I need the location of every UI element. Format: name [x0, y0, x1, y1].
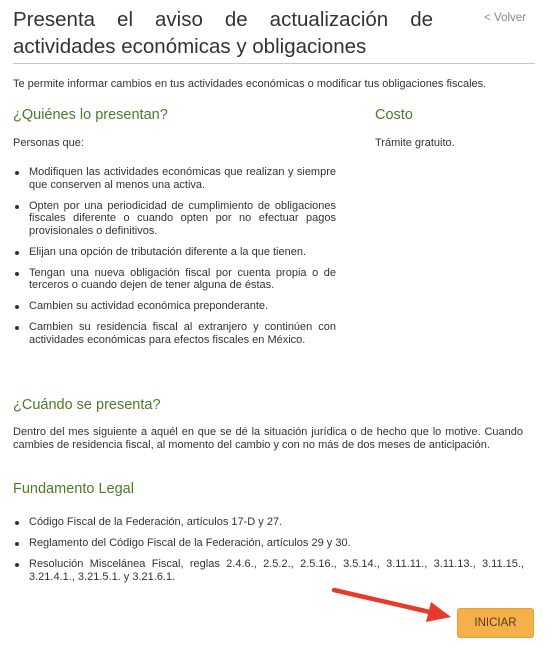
- cost-value: Trámite gratuito.: [375, 137, 455, 149]
- list-item: Resolución Miscelánea Fiscal, reglas 2.4.6., 2.5.2., 2.5.16., 3.5.14., 3.11.11., 3.11.13., 3.11.15., 3.21.4.1., 3.21.5.1. y 3.21.6.1.: [14, 558, 524, 583]
- list-item: Cambien su residencia fiscal al extranjero y continúen con actividades económicas para efectos fiscales en México.: [14, 321, 336, 346]
- list-item: Opten por una periodicidad de cumplimiento de obligaciones fiscales diferente o cuando opten por no efectuar pagos provisionales o definitivos.: [14, 200, 336, 238]
- list-item: Cambien su actividad económica preponderante.: [14, 300, 336, 313]
- bullet-dot: [15, 251, 19, 255]
- back-link[interactable]: < Volver: [484, 12, 526, 24]
- bullet-dot: [15, 171, 19, 175]
- bullet-dot: [15, 326, 19, 330]
- title-divider: [13, 63, 535, 64]
- bullet-dot: [15, 542, 19, 546]
- bullet-dot: [15, 521, 19, 525]
- who-lead: Personas que:: [13, 137, 84, 149]
- list-item: Reglamento del Código Fiscal de la Federación, artículos 29 y 30.: [14, 537, 524, 550]
- when-heading: ¿Cuándo se presenta?: [13, 397, 161, 413]
- list-item: Elijan una opción de tributación diferente a la que tienen.: [14, 246, 336, 259]
- list-item: Tengan una nueva obligación fiscal por cuenta propia o de terceros o cuando dejen de tener alguna de éstas.: [14, 267, 336, 292]
- legal-heading: Fundamento Legal: [13, 481, 134, 497]
- list-item: Modifiquen las actividades económicas que realizan y siempre que conserven al menos una activa.: [14, 166, 336, 191]
- page-title: Presenta el aviso de actualización de actividades económicas y obligaciones: [13, 8, 433, 58]
- intro-text: Te permite informar cambios en tus actividades económicas o modificar tus obligaciones fiscales.: [13, 78, 487, 90]
- list-item: Código Fiscal de la Federación, artículos 17-D y 27.: [14, 516, 524, 529]
- bullet-dot: [15, 563, 19, 567]
- legal-list: [14, 516, 524, 592]
- start-button[interactable]: INICIAR: [457, 608, 534, 638]
- bullet-dot: [15, 305, 19, 309]
- when-text: Dentro del mes siguiente a aquél en que se dé la situación jurídica o de hecho que lo motive. Cuando cambies de residencia fiscal, al momento del cambio y con no más de dos meses de anticipación.: [13, 426, 523, 451]
- bullet-dot: [15, 205, 19, 209]
- who-list: [14, 166, 336, 355]
- red-pointer-arrow-icon: [330, 586, 456, 626]
- who-heading: ¿Quiénes lo presentan?: [13, 107, 168, 123]
- cost-heading: Costo: [375, 107, 413, 123]
- bullet-dot: [15, 272, 19, 276]
